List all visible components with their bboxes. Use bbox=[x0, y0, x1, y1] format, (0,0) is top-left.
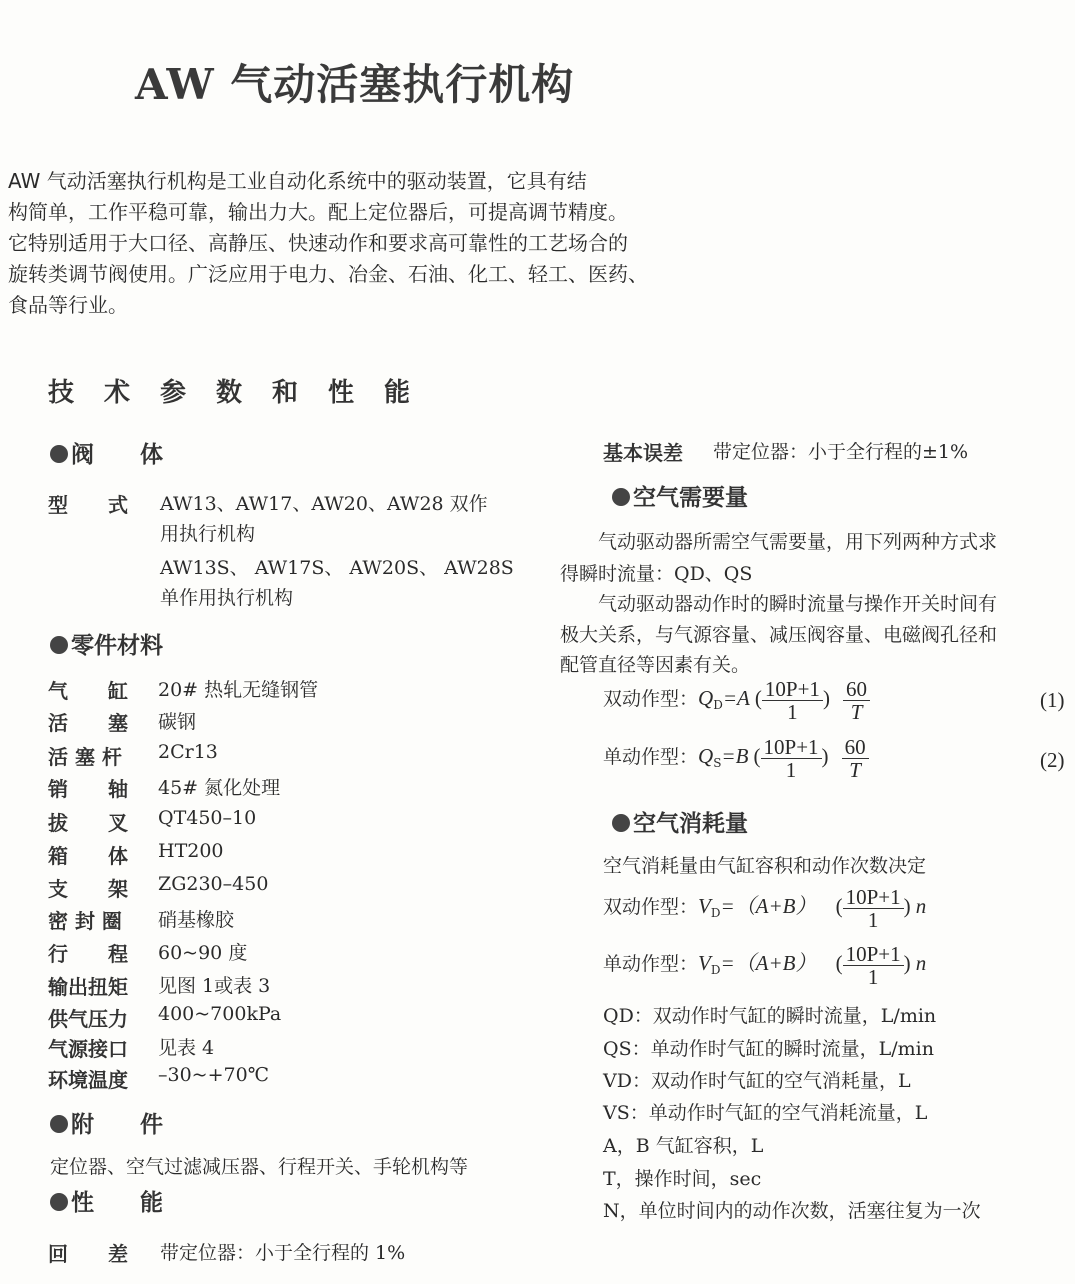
intro-line: AW 气动活塞执行机构是工业自动化系统中的驱动装置，它具有结 bbox=[8, 169, 587, 193]
formula-sub: D bbox=[713, 698, 723, 713]
numerator: 10P+1 bbox=[762, 678, 823, 701]
formula-lhs: V bbox=[698, 951, 711, 975]
type-value: AW13S、 AW17S、 AW20S、 AW28S bbox=[160, 557, 514, 579]
formula-lhs: V bbox=[698, 894, 711, 918]
part-label: 环境温度 bbox=[48, 1068, 128, 1092]
definition-item: VS：单动作时气缸的空气消耗流量，L bbox=[603, 1102, 928, 1124]
section-title: 技术参数和性能 bbox=[48, 378, 441, 408]
page-title: AW 气动活塞执行机构 bbox=[135, 60, 575, 109]
intro-line: 构简单，工作平稳可靠，输出力大。配上定位器后，可提高调节精度。 bbox=[8, 200, 628, 224]
part-label: 活 塞 杆 bbox=[48, 745, 122, 769]
part-label: 销 轴 bbox=[48, 777, 128, 801]
basic-error-value: 带定位器：小于全行程的±1% bbox=[713, 441, 969, 463]
bullet-icon bbox=[50, 636, 68, 654]
air-consumption-text: 空气消耗量由气缸容积和动作次数决定 bbox=[603, 855, 927, 877]
part-value: 2Cr13 bbox=[158, 741, 218, 763]
formula-4: 单动作型：$V_D=(A+B)$ ( $\frac{10P+1}{1}$ ) n bbox=[603, 942, 927, 989]
formula-tail: n bbox=[915, 951, 927, 975]
formula-rhs: =B bbox=[721, 744, 749, 768]
numerator: 10P+1 bbox=[843, 943, 904, 966]
definition-item: QD：双动作时气缸的瞬时流量，L/min bbox=[603, 1005, 937, 1027]
definition-item: T，操作时间，sec bbox=[603, 1168, 762, 1190]
formula-lhs: Q bbox=[698, 744, 714, 768]
denominator: 1 bbox=[787, 700, 798, 724]
formula-label: 双动作型： bbox=[603, 896, 699, 918]
numerator: 60 bbox=[842, 736, 869, 759]
formula-3: 双动作型：$V_D=(A+B)$ ( $\frac{10P+1}{1}$ ) n bbox=[603, 885, 927, 932]
part-label: 密 封 圈 bbox=[48, 909, 122, 933]
intro-paragraph bbox=[8, 166, 708, 321]
equation-number: (2) bbox=[1040, 748, 1065, 772]
definition-item: A，B 气缸容积，L bbox=[603, 1135, 764, 1157]
intro-line: 食品等行业。 bbox=[8, 293, 128, 317]
part-label: 输出扭矩 bbox=[48, 975, 128, 999]
valve-heading bbox=[50, 436, 163, 469]
part-label: 支 架 bbox=[48, 877, 128, 901]
heading-text: 空气消耗量 bbox=[633, 811, 748, 837]
denominator: T bbox=[849, 758, 861, 782]
type-value: 单作用执行机构 bbox=[160, 587, 294, 609]
part-value: 60~90 度 bbox=[158, 942, 248, 964]
type-label: 型 式 bbox=[48, 493, 128, 517]
heading-text: 阀 体 bbox=[71, 442, 163, 468]
part-value: 见图 1或表 3 bbox=[158, 975, 271, 997]
formula-label: 单动作型： bbox=[603, 953, 699, 975]
numerator: 10P+1 bbox=[761, 736, 822, 759]
formula-rhs: =A bbox=[722, 686, 750, 710]
formula-2: 单动作型：$Q_S=B$ ( $\frac{10P+1}{1}$ ) $\frac{60}{T}$ bbox=[603, 736, 869, 781]
hysteresis-value: 带定位器：小于全行程的 1% bbox=[160, 1242, 406, 1264]
air-demand-heading bbox=[612, 479, 748, 512]
part-value: 见表 4 bbox=[158, 1037, 215, 1059]
part-value: 400~700kPa bbox=[158, 1003, 282, 1025]
definition-item: N，单位时间内的动作次数，活塞往复为一次 bbox=[603, 1200, 981, 1222]
part-value: HT200 bbox=[158, 840, 224, 862]
air-demand-text: 气动驱动器所需空气需要量，用下列两种方式求 bbox=[560, 531, 998, 553]
part-label: 行 程 bbox=[48, 942, 128, 966]
part-value: 硝基橡胶 bbox=[158, 909, 235, 931]
air-demand-text: 气动驱动器动作时的瞬时流量与操作开关时间有 bbox=[560, 593, 998, 615]
formula-label: 双动作型： bbox=[603, 688, 699, 710]
bullet-icon bbox=[612, 814, 630, 832]
formula-sub: S bbox=[713, 756, 722, 771]
part-value: 45# 氮化处理 bbox=[158, 777, 281, 799]
part-label: 供气压力 bbox=[48, 1007, 128, 1031]
accessories-text: 定位器、空气过滤减压器、行程开关、手轮机构等 bbox=[50, 1156, 469, 1178]
formula-tail: n bbox=[915, 894, 927, 918]
bullet-icon bbox=[50, 445, 68, 463]
part-label: 气 缸 bbox=[48, 679, 128, 703]
formula-sub: D bbox=[710, 963, 721, 978]
type-value: 用执行机构 bbox=[160, 523, 256, 545]
accessories-heading bbox=[50, 1106, 163, 1139]
air-demand-text: 极大关系，与气源容量、减压阀容量、电磁阀孔径和 bbox=[560, 624, 998, 646]
heading-text: 空气需要量 bbox=[633, 485, 748, 511]
denominator: T bbox=[850, 700, 863, 724]
hysteresis-label: 回 差 bbox=[48, 1242, 128, 1266]
heading-text: 零件材料 bbox=[71, 633, 163, 659]
numerator: 10P+1 bbox=[843, 886, 904, 909]
part-value: QT450–10 bbox=[158, 807, 257, 829]
heading-text: 附 件 bbox=[71, 1112, 163, 1138]
air-demand-text: 得瞬时流量：QD、QS bbox=[560, 563, 753, 585]
formula-lhs: Q bbox=[698, 686, 714, 710]
denominator: 1 bbox=[867, 908, 879, 932]
formula-1: 双动作型：$Q_D=A$ ( $\frac{10P+1}{1}$ ) $\frac{60}{T}$ bbox=[603, 678, 870, 723]
bullet-icon bbox=[612, 488, 630, 506]
formula-sub: D bbox=[710, 906, 721, 921]
equation-number: (1) bbox=[1040, 688, 1065, 712]
formula-rhs: =（A+B） bbox=[720, 894, 817, 918]
numerator: 60 bbox=[843, 678, 870, 701]
bullet-icon bbox=[50, 1193, 68, 1211]
part-value: ZG230–450 bbox=[158, 873, 269, 895]
performance-heading bbox=[50, 1184, 163, 1217]
basic-error-label: 基本误差 bbox=[603, 441, 683, 465]
formula-label: 单动作型： bbox=[603, 746, 699, 768]
air-consumption-heading bbox=[612, 805, 748, 838]
definition-item: VD：双动作时气缸的空气消耗量，L bbox=[603, 1070, 911, 1092]
part-value: 20# 热轧无缝钢管 bbox=[158, 679, 319, 701]
formula-rhs: =（A+B） bbox=[720, 951, 817, 975]
denominator: 1 bbox=[867, 965, 879, 989]
definition-item: QS：单动作时气缸的瞬时流量，L/min bbox=[603, 1038, 934, 1060]
heading-text: 性 能 bbox=[71, 1190, 163, 1216]
type-value: AW13、AW17、AW20、AW28 双作 bbox=[160, 493, 488, 515]
parts-heading bbox=[50, 627, 163, 660]
intro-line: 它特别适用于大口径、高静压、快速动作和要求高可靠性的工艺场合的 bbox=[8, 231, 628, 255]
part-label: 箱 体 bbox=[48, 844, 128, 868]
bullet-icon bbox=[50, 1115, 68, 1133]
part-value: 碳钢 bbox=[158, 711, 197, 733]
denominator: 1 bbox=[785, 758, 797, 782]
part-label: 活 塞 bbox=[48, 711, 128, 735]
air-demand-text: 配管直径等因素有关。 bbox=[560, 654, 751, 676]
part-label: 气源接口 bbox=[48, 1037, 128, 1061]
part-label: 拔 叉 bbox=[48, 811, 128, 835]
part-value: –30~+70℃ bbox=[158, 1064, 269, 1086]
intro-line: 旋转类调节阀使用。广泛应用于电力、冶金、石油、化工、轻工、医药、 bbox=[8, 262, 648, 286]
